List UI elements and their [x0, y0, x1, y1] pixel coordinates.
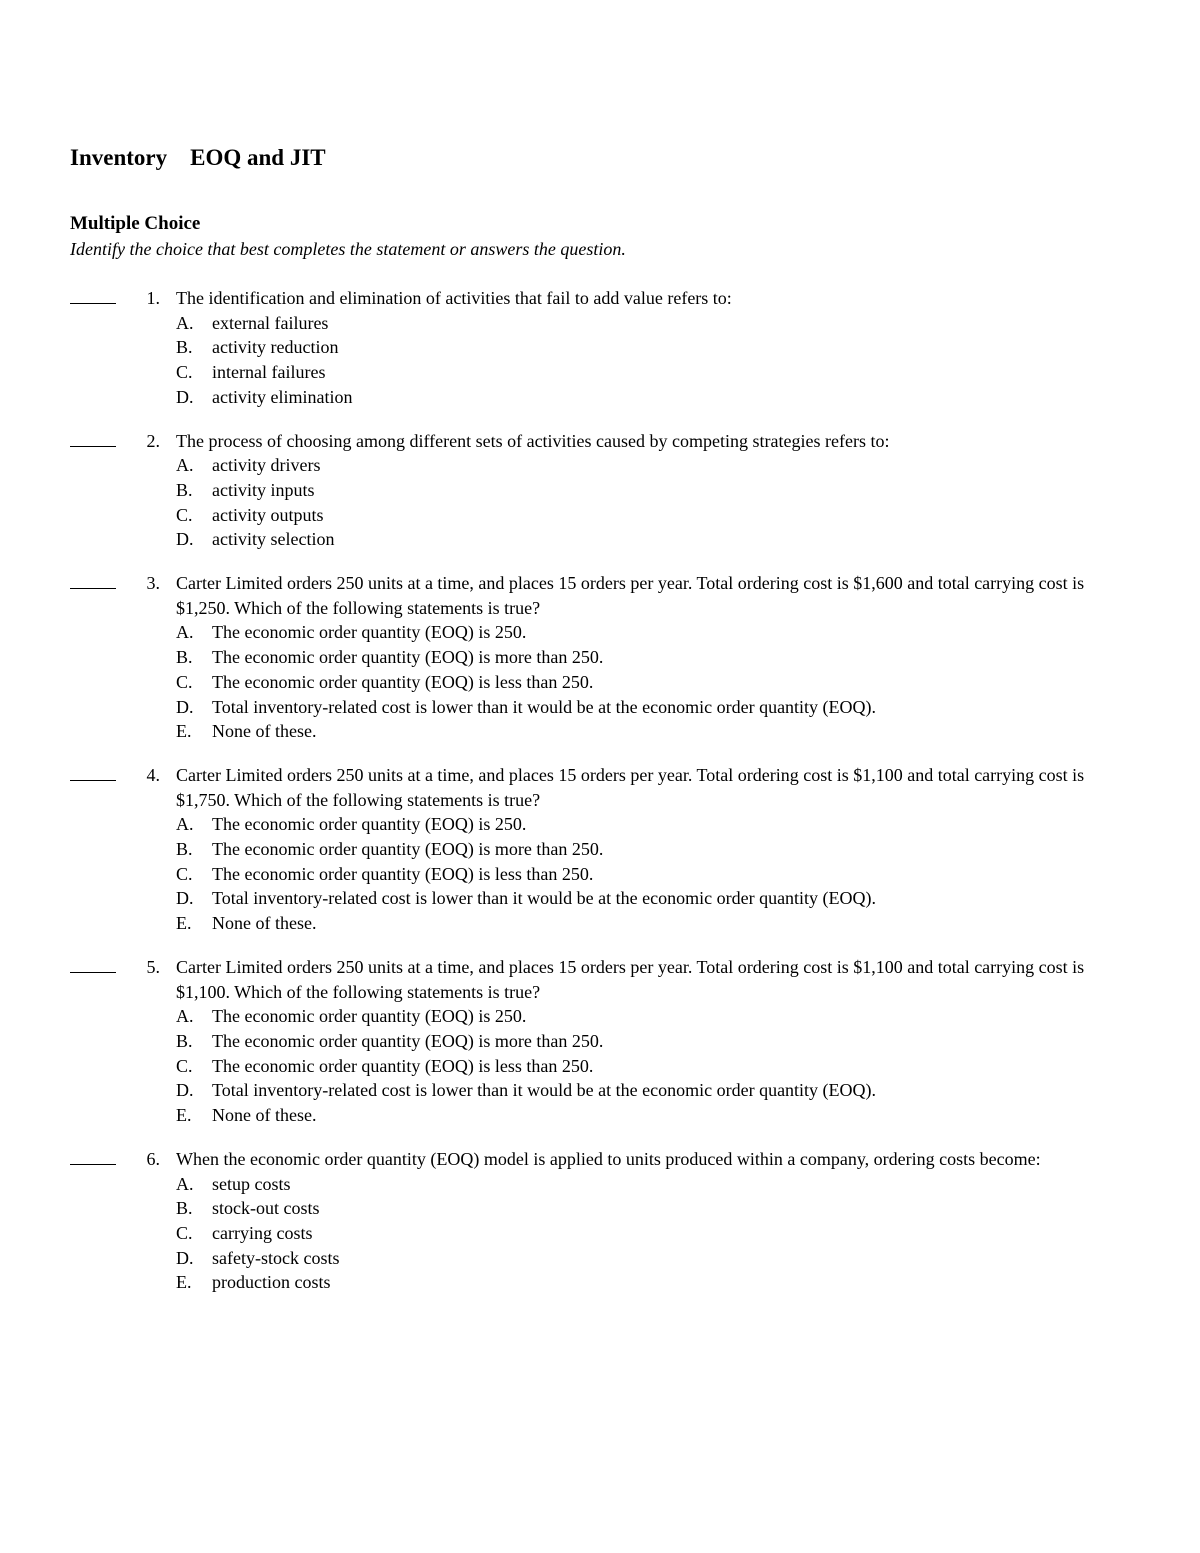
- question-number: 2.: [146, 430, 160, 451]
- choice-option: [176, 1054, 952, 1079]
- choice-letter: A.: [176, 455, 194, 476]
- choice-letter: C.: [176, 362, 193, 383]
- choice-option: [176, 1196, 952, 1221]
- choice-option: [176, 478, 952, 503]
- choice-letter: D.: [176, 888, 194, 909]
- choice-text: stock-out costs: [212, 1198, 320, 1219]
- choice-option: [176, 812, 952, 837]
- choice-letter: C.: [176, 1222, 193, 1243]
- choice-text: The economic order quantity (EOQ) is less than 250.: [212, 671, 594, 692]
- choice-text: None of these.: [212, 1105, 317, 1126]
- choice-option: [176, 862, 952, 887]
- question-number: 5.: [146, 956, 160, 977]
- choice-option: [176, 503, 952, 528]
- choice-letter: E.: [176, 721, 192, 742]
- choice-option: [176, 695, 952, 720]
- document-title: Inventory EOQ and JIT: [70, 145, 326, 170]
- choice-letter: C.: [176, 863, 193, 884]
- choice-option: [176, 1270, 952, 1295]
- choice-letter: D.: [176, 696, 194, 717]
- choice-letter: C.: [176, 1055, 193, 1076]
- choice-option: [176, 1221, 952, 1246]
- choice-text: activity outputs: [212, 504, 324, 525]
- question-number: 4.: [146, 764, 160, 785]
- choice-option: [176, 719, 952, 744]
- question-number: 6.: [146, 1148, 160, 1169]
- choice-letter: B.: [176, 1198, 193, 1219]
- choice-option: [176, 886, 952, 911]
- choice-letter: A.: [176, 1173, 194, 1194]
- choice-option: [176, 385, 952, 410]
- choice-letter: A.: [176, 1006, 194, 1027]
- choice-option: [176, 1172, 952, 1197]
- choice-option: [176, 911, 952, 936]
- choice-option: [176, 453, 952, 478]
- question-list: [0, 286, 1200, 1314]
- choice-text: The economic order quantity (EOQ) is less than 250.: [212, 1055, 594, 1076]
- choice-list: [0, 1172, 1200, 1296]
- choice-list: [0, 620, 1200, 744]
- choice-text: activity reduction: [212, 337, 339, 358]
- question-number: 3.: [146, 573, 160, 594]
- choice-option: [176, 311, 952, 336]
- question-item: [0, 286, 1200, 410]
- choice-text: None of these.: [212, 913, 317, 934]
- choice-list: [0, 1004, 1200, 1128]
- choice-text: Total inventory-related cost is lower than it would be at the economic order quantity (EOQ).: [212, 696, 877, 717]
- question-stem: Carter Limited orders 250 units at a time, and places 15 orders per year. Total ordering cost is $1,600 and total carrying cost is $1,250. Which of the following statements is true?: [176, 573, 1085, 618]
- choice-letter: B.: [176, 337, 193, 358]
- choice-letter: B.: [176, 479, 193, 500]
- choice-text: activity inputs: [212, 479, 315, 500]
- choice-text: The economic order quantity (EOQ) is 250.: [212, 622, 527, 643]
- choice-letter: D.: [176, 1080, 194, 1101]
- question-stem: Carter Limited orders 250 units at a time, and places 15 orders per year. Total ordering cost is $1,100 and total carrying cost is $1,750. Which of the following statements is true?: [176, 764, 1085, 810]
- choice-option: [176, 360, 952, 385]
- question-number: 1.: [146, 288, 160, 308]
- choice-text: production costs: [212, 1272, 331, 1293]
- choice-option: [176, 1029, 952, 1054]
- choice-text: The economic order quantity (EOQ) is more than 250.: [212, 1030, 604, 1051]
- choice-text: The economic order quantity (EOQ) is 250.: [212, 1006, 527, 1027]
- choice-letter: E.: [176, 1272, 192, 1293]
- choice-letter: B.: [176, 839, 193, 860]
- choice-text: setup costs: [212, 1173, 291, 1194]
- choice-option: [176, 620, 952, 645]
- choice-list: [0, 812, 1200, 936]
- question-stem: The identification and elimination of activities that fail to add value refers to:: [176, 288, 732, 308]
- choice-text: internal failures: [212, 362, 326, 383]
- choice-text: None of these.: [212, 721, 317, 742]
- choice-letter: C.: [176, 504, 193, 525]
- choice-letter: A.: [176, 814, 194, 835]
- choice-option: [176, 645, 952, 670]
- choice-option: [176, 837, 952, 862]
- choice-option: [176, 527, 952, 552]
- question-item: [0, 1147, 1200, 1295]
- choice-text: activity elimination: [212, 386, 353, 407]
- choice-option: [176, 670, 952, 695]
- question-item: [0, 955, 1200, 1128]
- question-stem: When the economic order quantity (EOQ) model is applied to units produced within a company, ordering costs become:: [176, 1148, 1041, 1169]
- choice-option: [176, 1246, 952, 1271]
- choice-text: activity drivers: [212, 455, 321, 476]
- question-stem: Carter Limited orders 250 units at a time, and places 15 orders per year. Total ordering cost is $1,100 and total carrying cost is $1,100. Which of the following statements is true?: [176, 956, 1085, 1002]
- choice-text: Total inventory-related cost is lower than it would be at the economic order quantity (EOQ).: [212, 888, 877, 909]
- choice-list: [0, 453, 1200, 552]
- question-item: [0, 429, 1200, 553]
- choice-letter: D.: [176, 1247, 194, 1268]
- choice-letter: B.: [176, 647, 193, 668]
- choice-letter: E.: [176, 1105, 192, 1126]
- choice-text: The economic order quantity (EOQ) is more than 250.: [212, 647, 604, 668]
- choice-letter: A.: [176, 312, 194, 333]
- choice-letter: E.: [176, 913, 192, 934]
- choice-text: carrying costs: [212, 1222, 313, 1243]
- choice-option: [176, 1004, 952, 1029]
- question-item: [0, 571, 1200, 744]
- choice-letter: C.: [176, 671, 193, 692]
- question-stem: The process of choosing among different sets of activities caused by competing strategies refers to:: [176, 430, 890, 451]
- question-item: [0, 763, 1200, 936]
- choice-text: safety-stock costs: [212, 1247, 340, 1268]
- choice-text: Total inventory-related cost is lower than it would be at the economic order quantity (EOQ).: [212, 1080, 877, 1101]
- section-heading: Multiple Choice: [70, 213, 201, 234]
- choice-text: The economic order quantity (EOQ) is less than 250.: [212, 863, 594, 884]
- choice-option: [176, 1078, 952, 1103]
- choice-list: [0, 311, 1200, 410]
- choice-letter: A.: [176, 622, 194, 643]
- choice-text: The economic order quantity (EOQ) is 250.: [212, 814, 527, 835]
- choice-text: external failures: [212, 312, 329, 333]
- choice-text: activity selection: [212, 529, 335, 550]
- choice-letter: D.: [176, 529, 194, 550]
- choice-option: [176, 1103, 952, 1128]
- choice-letter: D.: [176, 386, 194, 407]
- choice-option: [176, 335, 952, 360]
- choice-text: The economic order quantity (EOQ) is more than 250.: [212, 839, 604, 860]
- instructions-text: Identify the choice that best completes the statement or answers the question.: [70, 239, 626, 259]
- choice-letter: B.: [176, 1030, 193, 1051]
